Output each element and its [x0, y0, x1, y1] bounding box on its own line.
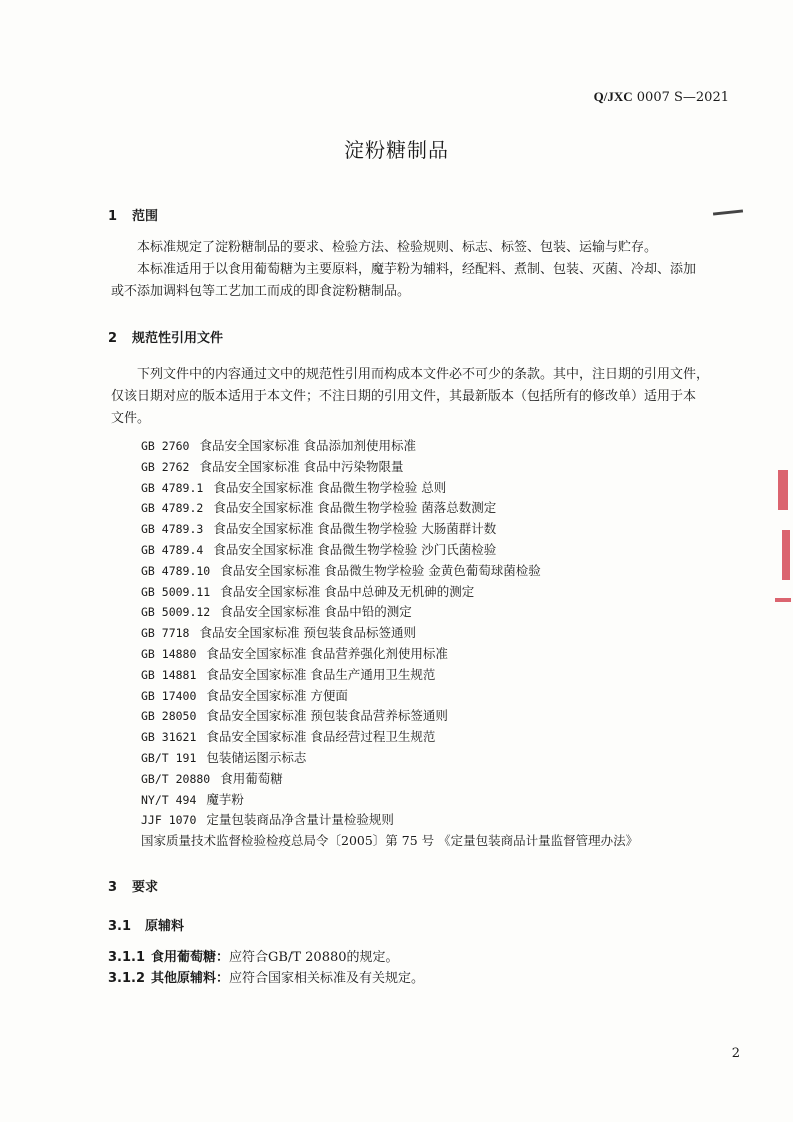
reference-item — [141, 686, 348, 704]
reference-code: NY/T 494 — [141, 792, 197, 807]
section-1-heading: 1 范围 — [108, 209, 159, 224]
reference-title: 食品安全国家标准 预包装食品营养标签通则 — [206, 708, 448, 724]
reference-code: GB 2760 — [141, 439, 190, 453]
section-1-para-2-cont: 或不添加调料包等工艺加工而成的即食淀粉糖制品。 — [111, 284, 411, 299]
reference-title: 食品安全国家标准 预包装食品标签通则 — [199, 625, 416, 641]
reference-item — [141, 582, 474, 600]
reference-title: 食品安全国家标准 食品经营过程卫生规范 — [206, 729, 436, 745]
section-3-heading: 3 要求 — [108, 880, 159, 895]
reference-code: GB 4789.10 — [141, 563, 211, 578]
reference-code: GB 5009.11 — [141, 584, 211, 599]
reference-title: 食品安全国家标准 食品中铅的测定 — [220, 604, 412, 620]
reference-code: GB 4789.1 — [141, 480, 204, 495]
reference-code: GB 31621 — [141, 730, 197, 745]
page-number: 2 — [731, 1046, 740, 1061]
reference-code: GB 5009.12 — [141, 605, 211, 620]
reference-code: GB 4789.3 — [141, 522, 204, 537]
reference-title: 食品安全国家标准 食品添加剂使用标准 — [199, 438, 416, 453]
section-2-para-1-cont: 仅该日期对应的版本适用于本文件；不注日期的引用文件，其最新版本（包括所有的修改单）适用于本 — [111, 389, 697, 404]
reference-code: GB 14881 — [141, 667, 197, 682]
reference-title: 食用葡萄糖 — [220, 770, 283, 786]
reference-item — [141, 769, 283, 787]
reference-item — [141, 706, 448, 724]
reference-code: GB 28050 — [141, 709, 197, 724]
reference-item — [141, 561, 541, 579]
section-2-para-1-end: 文件。 — [111, 411, 151, 426]
reference-code: JJF 1070 — [141, 813, 197, 828]
red-stamp-edge — [775, 598, 791, 602]
reference-title: 魔芋粉 — [206, 791, 244, 807]
section-1-para-1: 本标准规定了淀粉糖制品的要求、检验方法、检验规则、标志、标签、包装、运输与贮存。 — [137, 240, 658, 255]
reference-title: 食品安全国家标准 食品中总砷及无机砷的测定 — [220, 583, 475, 599]
reference-item — [141, 727, 435, 745]
scan-mark — [713, 209, 743, 215]
reference-title: 食品安全国家标准 食品微生物学检验 金黄色葡萄球菌检验 — [220, 562, 541, 578]
reference-title: 食品安全国家标准 食品营养强化剂使用标准 — [206, 646, 448, 661]
reference-title: 食品安全国家标准 食品微生物学检验 总则 — [213, 479, 447, 495]
reference-item — [141, 644, 448, 662]
section-2-para-1: 下列文件中的内容通过文中的规范性引用而构成本文件必不可少的条款。其中，注日期的引用文件， — [137, 367, 710, 382]
reference-item — [141, 810, 394, 828]
reference-title: 定量包装商品净含量计量检验规则 — [206, 812, 394, 828]
reference-title: 食品安全国家标准 食品中污染物限量 — [199, 458, 404, 474]
reference-item — [141, 831, 638, 849]
reference-code: GB 2762 — [141, 459, 190, 474]
reference-code: GB 14880 — [141, 647, 197, 661]
section-1-para-2: 本标准适用于以食用葡萄糖为主要原料，魔芋粉为辅料，经配料、煮制、包装、灭菌、冷却、添加 — [137, 262, 697, 277]
subsection-3-1-heading: 3.1 原辅料 — [108, 919, 185, 934]
reference-title: 包装储运图示标志 — [206, 750, 307, 765]
reference-title: 食品安全国家标准 方便面 — [206, 687, 348, 703]
reference-title: 食品安全国家标准 食品微生物学检验 大肠菌群计数 — [213, 521, 497, 537]
reference-code: GB 7718 — [141, 626, 190, 641]
reference-title: 食品安全国家标准 食品微生物学检验 沙门氏菌检验 — [213, 542, 497, 557]
reference-item — [141, 457, 403, 475]
standard-code: Q/JXC 0007 S—2021 — [593, 89, 729, 105]
reference-code: GB 4789.4 — [141, 543, 204, 557]
reference-title: 食品安全国家标准 食品生产通用卫生规范 — [206, 666, 436, 682]
section-2-heading: 2 规范性引用文件 — [108, 331, 224, 346]
reference-code: GB 4789.2 — [141, 501, 204, 516]
red-stamp-edge — [778, 470, 788, 510]
document-title: 淀粉糖制品 — [344, 138, 449, 162]
reference-item — [141, 478, 446, 496]
reference-code: GB 17400 — [141, 688, 197, 703]
reference-item — [141, 665, 435, 683]
reference-item — [141, 623, 416, 641]
reference-item — [141, 790, 244, 808]
reference-title: 国家质量技术监督检验检疫总局令〔2005〕第 75 号 《定量包装商品计量监督管理办法》 — [141, 833, 639, 849]
item-3-1-1: 3.1.1 食用葡萄糖：应符合GB/T 20880的规定。 — [108, 950, 399, 965]
reference-item — [141, 540, 496, 558]
reference-title: 食品安全国家标准 食品微生物学检验 菌落总数测定 — [213, 500, 497, 516]
reference-item — [141, 602, 412, 620]
reference-item — [141, 748, 306, 766]
reference-code: GB/T 20880 — [141, 771, 211, 786]
reference-item — [141, 498, 496, 516]
item-3-1-2: 3.1.2 其他原辅料：应符合国家相关标准及有关规定。 — [108, 971, 425, 986]
reference-code: GB/T 191 — [141, 751, 197, 765]
red-stamp-edge — [782, 530, 790, 580]
reference-item — [141, 436, 416, 454]
reference-item — [141, 519, 496, 537]
